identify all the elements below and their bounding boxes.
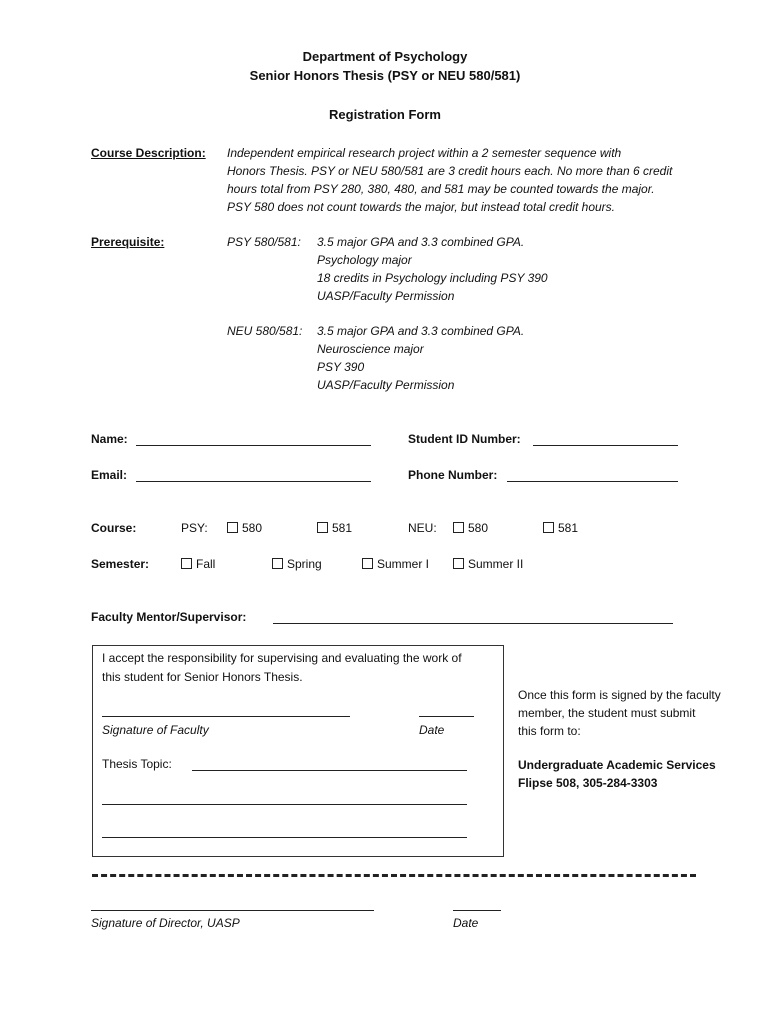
director-signature-label: Signature of Director, UASP: [91, 916, 240, 930]
instruction-text: member, the student must submit: [518, 706, 696, 720]
faculty-signature-label: Signature of Faculty: [102, 723, 209, 737]
neu-prereq-item: UASP/Faculty Permission: [317, 378, 455, 392]
faculty-date-field[interactable]: [419, 716, 474, 717]
course-description-line: Independent empirical research project within a 2 semester sequence with: [227, 146, 622, 160]
psy-581-checkbox[interactable]: [317, 521, 352, 535]
cut-line-divider: [92, 874, 696, 877]
psy-label: PSY:: [181, 521, 208, 535]
option-label: Summer I: [377, 557, 430, 571]
name-label: Name:: [91, 432, 128, 446]
phone-field[interactable]: [507, 481, 678, 482]
neu-prereq-item: 3.5 major GPA and 3.3 combined GPA.: [317, 324, 525, 338]
director-signature-field[interactable]: [91, 910, 374, 911]
department-title: Department of Psychology: [302, 49, 468, 64]
thesis-topic-field[interactable]: [102, 837, 467, 838]
course-label: Course:: [91, 521, 137, 535]
course-description-line: hours total from PSY 280, 380, 480, and 581 may be counted towards the major.: [227, 182, 655, 196]
checkbox-icon: [317, 522, 328, 533]
checkbox-icon: [362, 558, 373, 569]
psy-580-checkbox[interactable]: [227, 521, 262, 535]
semester-fall-checkbox[interactable]: [181, 557, 215, 571]
option-label: Summer II: [468, 557, 524, 571]
instruction-text: this form to:: [518, 724, 581, 738]
faculty-signature-field[interactable]: [102, 716, 350, 717]
name-field[interactable]: [136, 445, 371, 446]
course-description-line: Honors Thesis. PSY or NEU 580/581 are 3 credit hours each. No more than 6 credit: [227, 164, 673, 178]
psy-prereq-item: 3.5 major GPA and 3.3 combined GPA.: [317, 235, 525, 249]
neu-581-checkbox[interactable]: [543, 521, 578, 535]
acceptance-text: I accept the responsibility for supervising and evaluating the work of: [102, 651, 462, 665]
option-label: 580: [468, 521, 489, 535]
course-description-label: Course Description:: [91, 146, 206, 160]
neu-label: NEU:: [408, 521, 437, 535]
semester-label: Semester:: [91, 557, 150, 571]
psy-prereq-item: UASP/Faculty Permission: [317, 289, 455, 303]
neu-prereq-code: NEU 580/581:: [227, 324, 303, 338]
faculty-mentor-label: Faculty Mentor/Supervisor:: [91, 610, 247, 624]
semester-spring-checkbox[interactable]: [272, 557, 322, 571]
faculty-date-label: Date: [419, 723, 445, 737]
psy-prereq-item: 18 credits in Psychology including PSY 390: [317, 271, 548, 285]
semester-summer2-checkbox[interactable]: [453, 557, 523, 571]
neu-prereq-item: PSY 390: [317, 360, 365, 374]
student-id-field[interactable]: [533, 445, 678, 446]
option-label: Fall: [196, 557, 216, 571]
email-label: Email:: [91, 468, 128, 482]
option-label: 580: [242, 521, 263, 535]
course-description-line: PSY 580 does not count towards the major, but instead total credit hours.: [227, 200, 616, 214]
student-id-label: Student ID Number:: [408, 432, 521, 446]
neu-580-checkbox[interactable]: [453, 521, 488, 535]
prerequisite-label: Prerequisite:: [91, 235, 165, 249]
faculty-mentor-field[interactable]: [273, 623, 673, 624]
checkbox-icon: [181, 558, 192, 569]
option-label: Spring: [287, 557, 322, 571]
acceptance-text: this student for Senior Honors Thesis.: [102, 670, 303, 684]
form-title: Registration Form: [329, 107, 441, 122]
office-name: Undergraduate Academic Services: [518, 758, 716, 772]
checkbox-icon: [453, 522, 464, 533]
checkbox-icon: [453, 558, 464, 569]
instruction-text: Once this form is signed by the faculty: [518, 688, 721, 702]
email-field[interactable]: [136, 481, 371, 482]
thesis-topic-label: Thesis Topic:: [102, 757, 172, 771]
checkbox-icon: [272, 558, 283, 569]
neu-prereq-item: Neuroscience major: [317, 342, 424, 356]
office-address: Flipse 508, 305-284-3303: [518, 776, 658, 790]
thesis-topic-field[interactable]: [102, 804, 467, 805]
psy-prereq-code: PSY 580/581:: [227, 235, 301, 249]
phone-label: Phone Number:: [408, 468, 498, 482]
semester-summer1-checkbox[interactable]: [362, 557, 429, 571]
checkbox-icon: [227, 522, 238, 533]
thesis-topic-field[interactable]: [192, 770, 467, 771]
director-date-label: Date: [453, 916, 479, 930]
director-date-field[interactable]: [453, 910, 501, 911]
course-title: Senior Honors Thesis (PSY or NEU 580/581): [249, 68, 521, 83]
checkbox-icon: [543, 522, 554, 533]
psy-prereq-item: Psychology major: [317, 253, 412, 267]
option-label: 581: [332, 521, 353, 535]
option-label: 581: [558, 521, 579, 535]
